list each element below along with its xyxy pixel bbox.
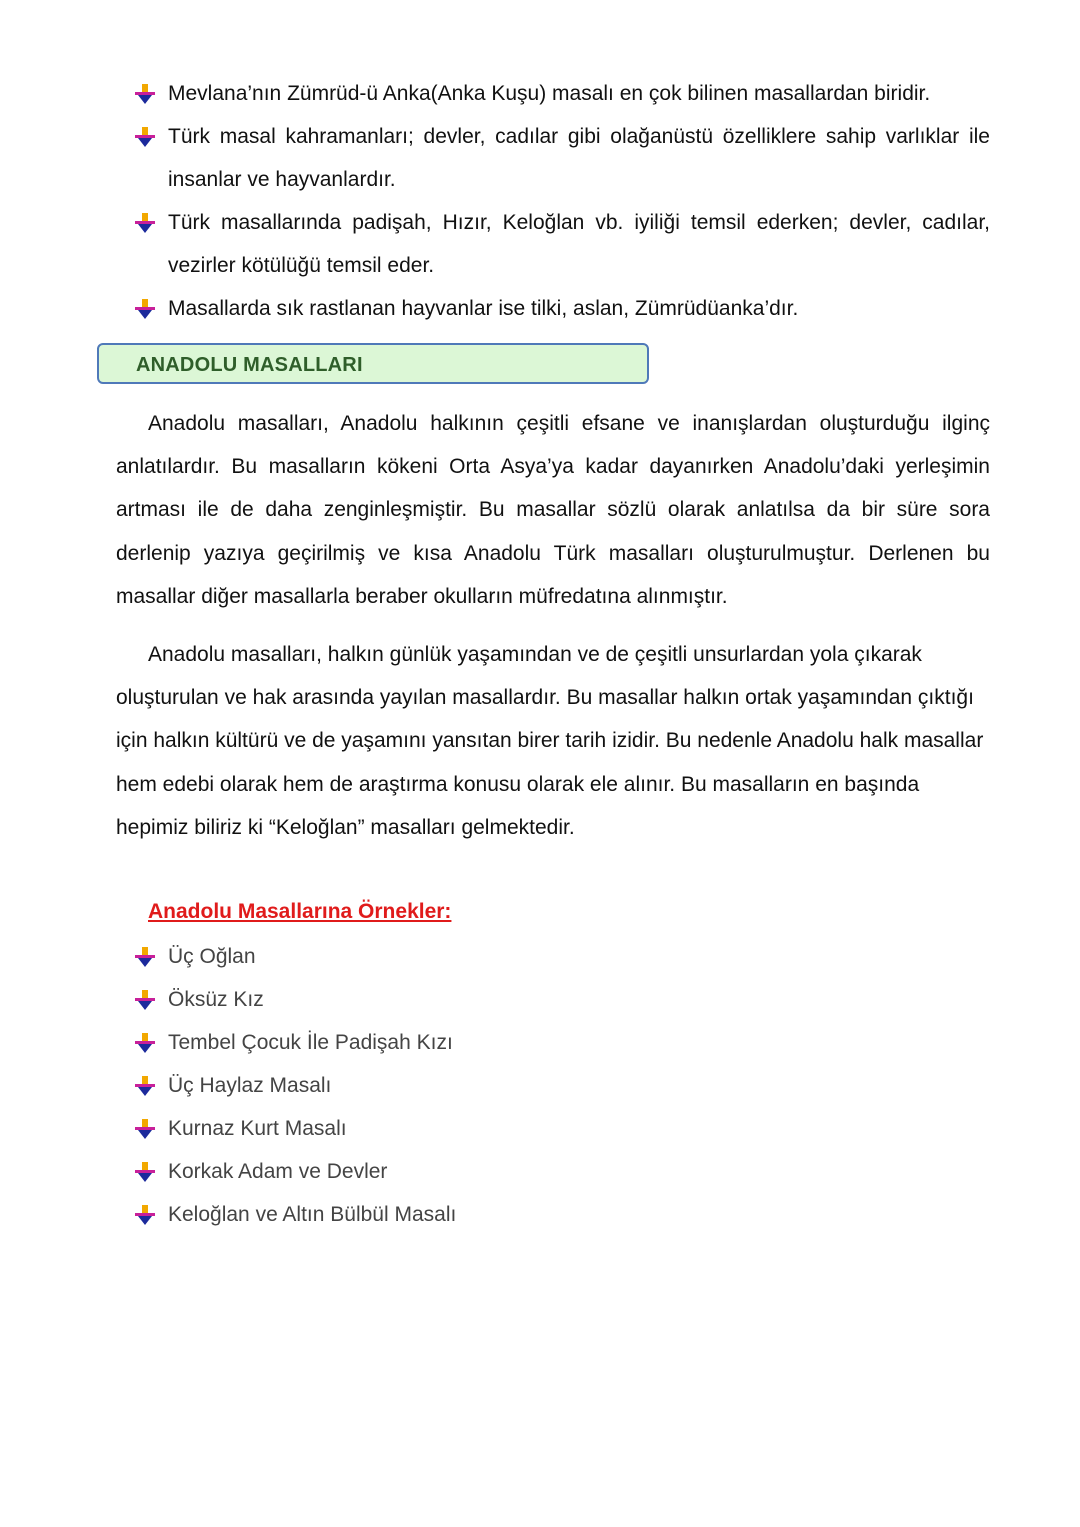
section-heading-box bbox=[97, 343, 649, 384]
list-item bbox=[134, 1150, 990, 1193]
arrow-down-bullet-icon bbox=[134, 1161, 156, 1183]
list-item-text: Üç Oğlan bbox=[168, 945, 256, 968]
list-item-text: Masallarda sık rastlanan hayvanlar ise tilki, aslan, Zümrüdüanka’dır. bbox=[168, 297, 799, 320]
arrow-down-bullet-icon bbox=[134, 212, 156, 234]
section-heading: ANADOLU MASALLARI bbox=[136, 354, 363, 376]
list-item bbox=[134, 1064, 990, 1107]
paragraph-2: Anadolu masalları, halkın günlük yaşamından ve de çeşitli unsurlardan yola çıkarak oluşturulan ve hak arasında yayılan masallardır. Bu masallar halkın ortak yaşamından çıktığı için halkın kültürü ve de yaşamını yansıtan birer tarih izidir. Bu nedenle Anadolu halk masallar hem edebi olarak hem de araştırma konusu olarak ele alınır. Bu masalların en başında hepimiz biliriz ki “Keloğlan” masalları gelmektedir. bbox=[116, 643, 984, 839]
list-item-text: Türk masal kahramanları; devler, cadılar gibi olağanüstü özelliklere sahip varlıklar ile insanlar ve hayvanlardır. bbox=[168, 125, 990, 191]
examples-list bbox=[134, 935, 990, 1236]
arrow-down-bullet-icon bbox=[134, 1118, 156, 1140]
list-item bbox=[134, 287, 990, 330]
list-item-text: Korkak Adam ve Devler bbox=[168, 1160, 388, 1183]
arrow-down-bullet-icon bbox=[134, 1204, 156, 1226]
list-item bbox=[134, 935, 990, 978]
list-item bbox=[134, 1021, 990, 1064]
paragraph-1: Anadolu masalları, Anadolu halkının çeşitli efsane ve inanışlardan oluşturduğu ilginç anlatılardır. Bu masalların kökeni Orta Asya’ya kadar dayanırken Anadolu’daki yerleşimin artması ile de daha zenginleşmiştir. Bu masallar sözlü olarak anlatılsa da bir süre sora derlenip yazıya geçirilmiş ve kısa Anadolu Türk masalları oluşturulmuştur. Derlenen bu masallar diğer masallarla beraber okulların müfredatına alınmıştır. bbox=[116, 412, 990, 608]
list-item bbox=[134, 201, 990, 287]
list-item bbox=[134, 1107, 990, 1150]
arrow-down-bullet-icon bbox=[134, 298, 156, 320]
list-item-text: Kurnaz Kurt Masalı bbox=[168, 1117, 347, 1140]
arrow-down-bullet-icon bbox=[134, 1032, 156, 1054]
list-item bbox=[134, 1193, 990, 1236]
list-item-text: Türk masallarında padişah, Hızır, Keloğlan vb. iyiliği temsil ederken; devler, cadılar, vezirler kötülüğü temsil eder. bbox=[168, 211, 990, 277]
list-item-text: Üç Haylaz Masalı bbox=[168, 1074, 332, 1097]
list-item-text: Mevlana’nın Zümrüd-ü Anka(Anka Kuşu) masalı en çok bilinen masallardan biridir. bbox=[168, 82, 931, 105]
list-item-text: Tembel Çocuk İle Padişah Kızı bbox=[168, 1031, 453, 1054]
arrow-down-bullet-icon bbox=[134, 989, 156, 1011]
arrow-down-bullet-icon bbox=[134, 126, 156, 148]
top-bullet-list bbox=[134, 72, 990, 330]
list-item bbox=[134, 978, 990, 1021]
list-item-text: Öksüz Kız bbox=[168, 988, 264, 1011]
arrow-down-bullet-icon bbox=[134, 83, 156, 105]
arrow-down-bullet-icon bbox=[134, 1075, 156, 1097]
list-item-text: Keloğlan ve Altın Bülbül Masalı bbox=[168, 1203, 457, 1226]
list-item bbox=[134, 72, 990, 115]
list-item bbox=[134, 115, 990, 201]
arrow-down-bullet-icon bbox=[134, 946, 156, 968]
examples-title: Anadolu Masallarına Örnekler: bbox=[148, 900, 452, 923]
